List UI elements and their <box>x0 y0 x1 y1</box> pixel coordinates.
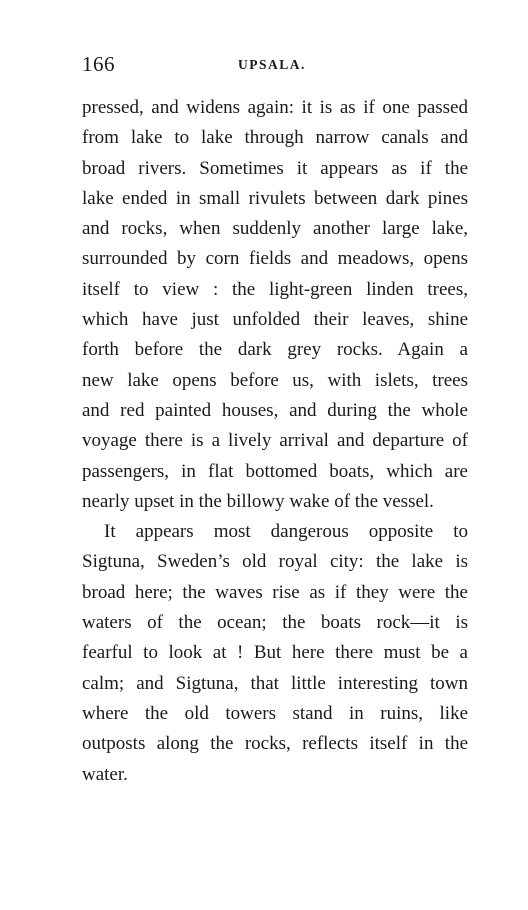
text-line: where the old towers stand in ruins, like <box>82 702 468 724</box>
running-title: UPSALA. <box>238 57 306 72</box>
text-line: water. <box>82 763 128 785</box>
paragraph-2 <box>82 521 468 794</box>
text-line: new lake opens before us, with islets, trees <box>82 369 468 391</box>
text-line: from lake to lake through narrow canals and <box>82 127 468 149</box>
page-number: 166 <box>82 52 115 76</box>
text-line: lake ended in small rivulets between dark pines <box>82 187 468 209</box>
text-line: waters of the ocean; the boats rock—it is <box>82 612 468 634</box>
paragraph-1 <box>82 97 468 521</box>
body-text <box>82 97 468 794</box>
text-line: itself to view : the light-green linden trees, <box>82 278 468 300</box>
text-line: and rocks, when suddenly another large lake, <box>82 218 468 240</box>
text-line: Sigtuna, Sweden’s old royal city: the lake is <box>82 551 468 573</box>
text-line: forth before the dark grey rocks. Again a <box>82 339 468 361</box>
text-line: and red painted houses, and during the whole <box>82 399 468 421</box>
text-line: pressed, and widens again: it is as if one passed <box>82 97 468 118</box>
text-line: surrounded by corn fields and meadows, opens <box>82 248 468 270</box>
page-header <box>80 50 468 80</box>
text-line: calm; and Sigtuna, that little interesting town <box>82 672 468 694</box>
text-line: broad here; the waves rise as if they were the <box>82 581 468 603</box>
text-line: passengers, in flat bottomed boats, which are <box>82 460 468 482</box>
text-line: broad rivers. Sometimes it appears as if the <box>82 157 468 179</box>
text-line: voyage there is a lively arrival and departure of <box>82 430 468 452</box>
text-line: nearly upset in the billowy wake of the vessel. <box>82 490 434 512</box>
text-line: outposts along the rocks, reflects itself in the <box>82 733 468 755</box>
text-line: fearful to look at ! But here there must be a <box>82 642 468 664</box>
text-line: It appears most dangerous opposite to <box>104 521 468 543</box>
text-line: which have just unfolded their leaves, shine <box>82 309 468 331</box>
